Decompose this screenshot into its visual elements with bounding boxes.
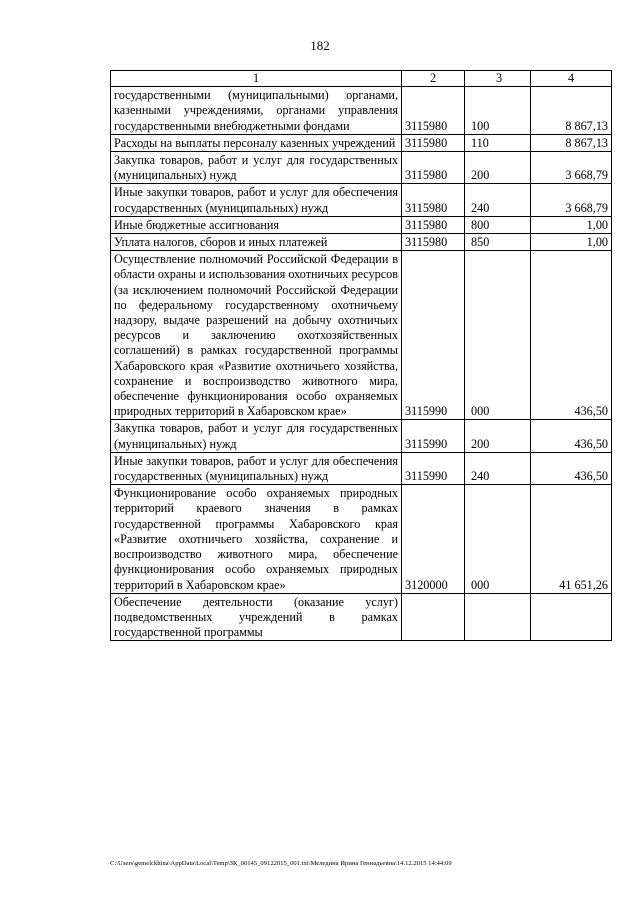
row-target-code: 3115980 <box>402 216 465 233</box>
row-name: Уплата налогов, сборов и иных платежей <box>111 234 402 251</box>
row-amount: 3 668,79 <box>531 184 612 216</box>
row-name: Осуществление полномочий Российской Федерации в области охраны и использования охотничьих ресурсов (за исключением полномочий Российской Федерации по федеральному государственному охотничьему надзору, выдаче разрешений на добычу охотничьих ресурсов и заключению охотхозяйственных соглашений) в рамках государственной программы Хабаровского края «Развитие охотничьего хозяйства, сохранение и воспроизводство животного мира, обеспечение функционирования особо охраняемых природных территорий в Хабаровском крае» <box>111 251 402 420</box>
row-amount: 436,50 <box>531 251 612 420</box>
row-target-code: 3120000 <box>402 485 465 593</box>
table-row <box>111 485 612 593</box>
row-name: Иные закупки товаров, работ и услуг для обеспечения государственных (муниципальных) нужд <box>111 184 402 216</box>
row-name: Иные бюджетные ассигнования <box>111 216 402 233</box>
row-expense-type: 110 <box>465 134 531 151</box>
row-target-code: 3115980 <box>402 87 465 135</box>
row-expense-type: 800 <box>465 216 531 233</box>
table-row <box>111 234 612 251</box>
row-target-code: 3115980 <box>402 134 465 151</box>
page-number: 182 <box>310 38 330 53</box>
row-target-code: 3115980 <box>402 152 465 184</box>
row-expense-type: 200 <box>465 152 531 184</box>
row-amount: 41 651,26 <box>531 485 612 593</box>
row-target-code: 3115990 <box>402 420 465 452</box>
row-amount: 1,00 <box>531 216 612 233</box>
header-col-2: 2 <box>402 71 465 87</box>
row-amount <box>531 593 612 641</box>
row-amount: 436,50 <box>531 420 612 452</box>
row-target-code: 3115980 <box>402 234 465 251</box>
row-amount: 8 867,13 <box>531 87 612 135</box>
row-amount: 3 668,79 <box>531 152 612 184</box>
row-expense-type: 000 <box>465 485 531 593</box>
row-amount: 436,50 <box>531 452 612 484</box>
table-header-row <box>111 71 612 87</box>
row-name: Функционирование особо охраняемых природных территорий краевого значения в рамках государственной программы Хабаровского края «Развитие охотничьего хозяйства, сохранение и воспроизводство животного мира, обеспечение функционирования особо охраняемых природных территорий в Хабаровском крае» <box>111 485 402 593</box>
row-target-code: 3115990 <box>402 251 465 420</box>
row-expense-type: 850 <box>465 234 531 251</box>
row-amount: 8 867,13 <box>531 134 612 151</box>
row-name: Закупка товаров, работ и услуг для государственных (муниципальных) нужд <box>111 152 402 184</box>
table-row <box>111 216 612 233</box>
row-target-code <box>402 593 465 641</box>
budget-table <box>110 70 612 641</box>
row-name: Иные закупки товаров, работ и услуг для обеспечения государственных (муниципальных) нужд <box>111 452 402 484</box>
row-name: Расходы на выплаты персоналу казенных учреждений <box>111 134 402 151</box>
table-row <box>111 420 612 452</box>
table-row <box>111 134 612 151</box>
file-path-footer: C:\Users\gemelckhina\AppData\Local\Temp\ЗК_00145_09122015_001.txt\Меледина Ирина Геннадьевна\14.12.2015 14:44:09 <box>110 860 452 867</box>
row-amount: 1,00 <box>531 234 612 251</box>
row-target-code: 3115980 <box>402 184 465 216</box>
row-target-code: 3115990 <box>402 452 465 484</box>
row-expense-type: 240 <box>465 184 531 216</box>
table-row <box>111 87 612 135</box>
row-expense-type: 200 <box>465 420 531 452</box>
table-row <box>111 152 612 184</box>
table-row <box>111 452 612 484</box>
row-expense-type: 000 <box>465 251 531 420</box>
row-name: государственными (муниципальными) органами, казенными учреждениями, органами управления государственными внебюджетными фондами <box>111 87 402 135</box>
row-expense-type: 240 <box>465 452 531 484</box>
row-expense-type <box>465 593 531 641</box>
header-col-3: 3 <box>465 71 531 87</box>
row-expense-type: 100 <box>465 87 531 135</box>
row-name: Закупка товаров, работ и услуг для государственных (муниципальных) нужд <box>111 420 402 452</box>
table-row <box>111 593 612 641</box>
table-row <box>111 251 612 420</box>
row-name: Обеспечение деятельности (оказание услуг) подведомственных учреждений в рамках государственной программы <box>111 593 402 641</box>
table-row <box>111 184 612 216</box>
header-col-4: 4 <box>531 71 612 87</box>
header-col-1: 1 <box>111 71 402 87</box>
